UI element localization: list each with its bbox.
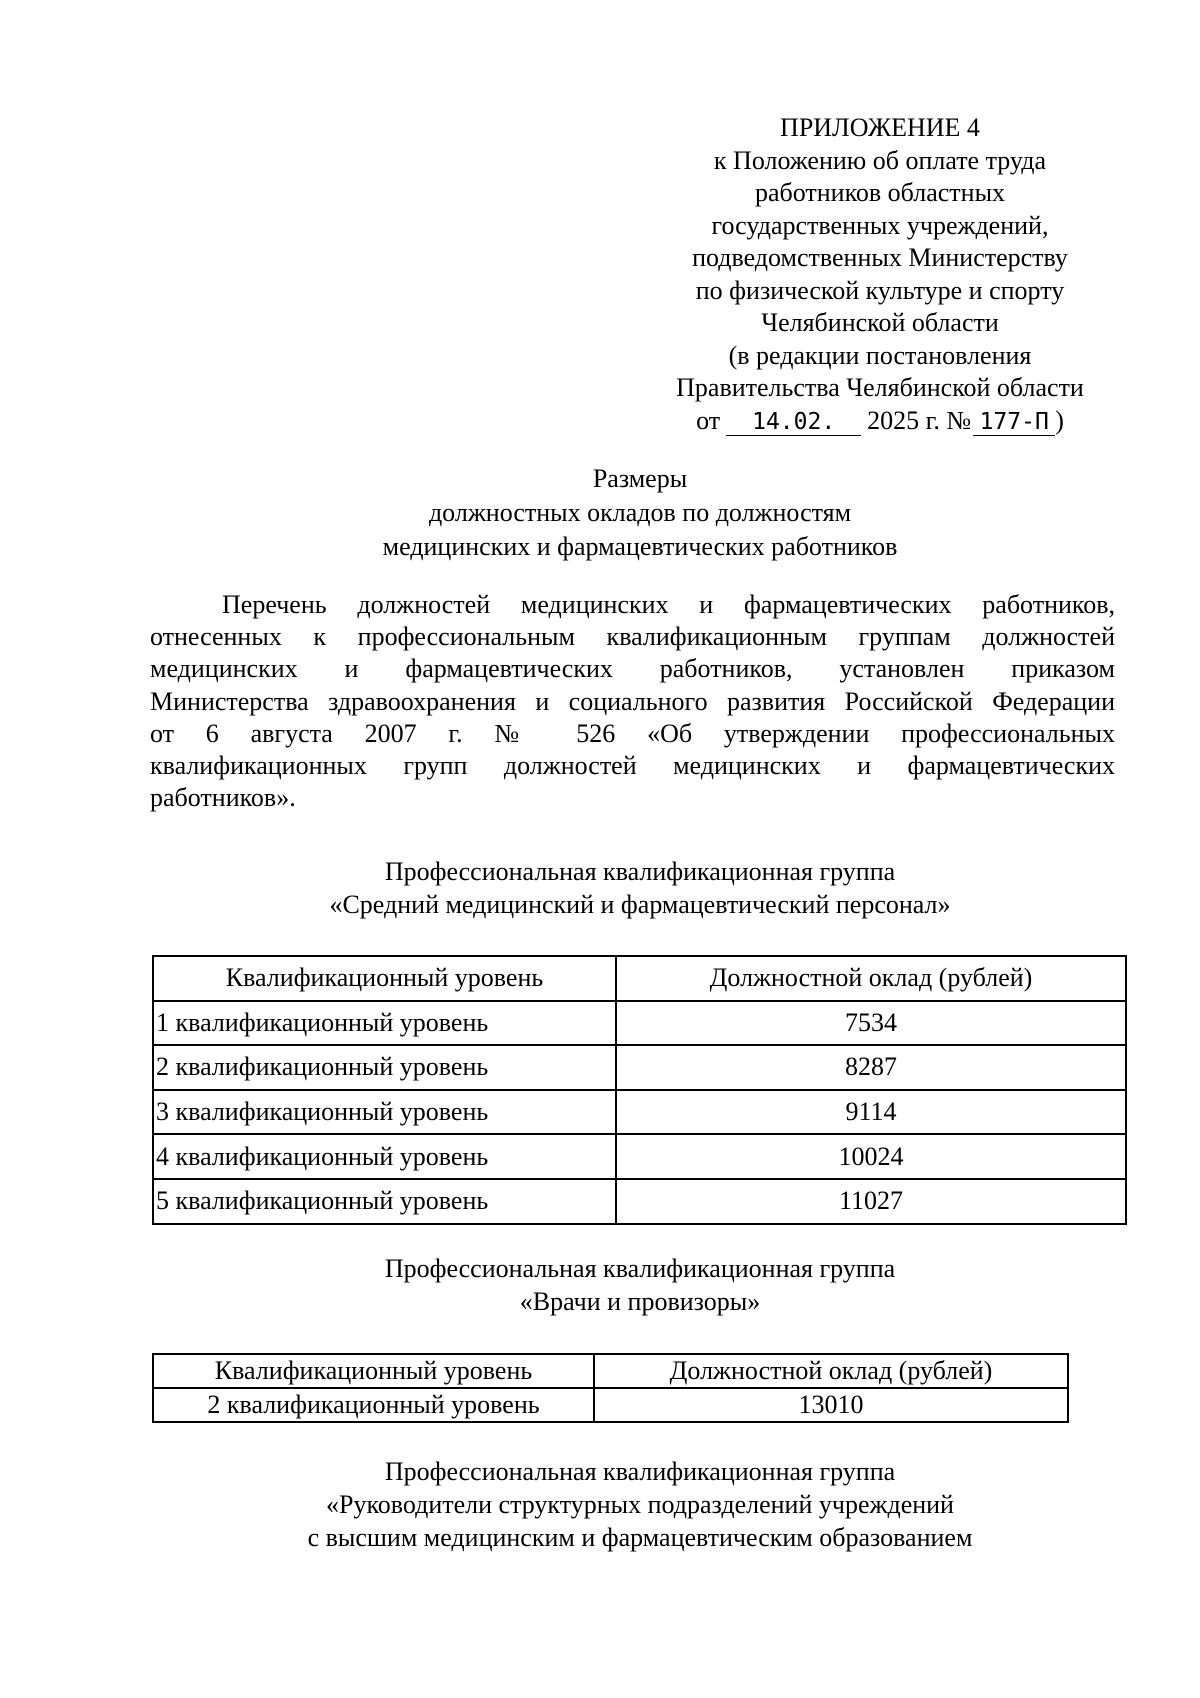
- appendix-line: (в редакции постановления: [728, 340, 1032, 370]
- appendix-line: по физической культуре и спорту: [695, 275, 1065, 305]
- group1-heading: [150, 855, 1130, 921]
- table-row: [153, 1090, 1126, 1135]
- document-title: [150, 462, 1130, 564]
- level-cell: 2 квалификационный уровень: [153, 1045, 616, 1090]
- group2-salary-table: [152, 1353, 1069, 1423]
- date-suffix: ): [1055, 405, 1064, 435]
- column-header-salary: Должностной оклад (рублей): [616, 956, 1126, 1001]
- salary-cell: 13010: [594, 1388, 1068, 1422]
- group3-heading: [150, 1455, 1130, 1554]
- table-row: [153, 1179, 1126, 1224]
- appendix-line: подведомственных Министерству: [692, 243, 1068, 272]
- salary-cell: 10024: [616, 1134, 1126, 1179]
- group1-salary-table: [152, 955, 1127, 1225]
- salary-cell: 7534: [616, 1001, 1126, 1046]
- title-line: должностных окладов по должностям: [428, 498, 852, 527]
- column-header-level: Квалификационный уровень: [153, 956, 616, 1001]
- appendix-line: государственных учреждений,: [711, 210, 1049, 240]
- appendix-title: ПРИЛОЖЕНИЕ 4: [780, 113, 980, 142]
- intro-line: Перечень должностей медицинских и фармацевтических работников,: [222, 590, 1115, 619]
- appendix-line: Правительства Челябинской области: [676, 373, 1084, 402]
- salary-cell: 8287: [616, 1045, 1126, 1090]
- appendix-line: работников областных: [754, 178, 1006, 207]
- intro-line: работников».: [150, 783, 296, 813]
- group-heading-line: с высшим медицинским и фармацевтическим образованием: [307, 1523, 973, 1552]
- intro-line: медицинских и фармацевтических работников, установлен приказом: [150, 654, 1115, 684]
- table-header-row: [153, 956, 1126, 1001]
- table-row: [153, 1134, 1126, 1179]
- title-line: медицинских и фармацевтических работников: [382, 532, 898, 561]
- group-heading-line: «Средний медицинский и фармацевтический персонал»: [329, 890, 951, 919]
- title-line: Размеры: [592, 464, 688, 493]
- intro-paragraph: [150, 589, 1115, 814]
- date-prefix: от: [696, 405, 721, 435]
- level-cell: 3 квалификационный уровень: [153, 1090, 616, 1135]
- group-heading-line: Профессиональная квалификационная группа: [384, 857, 896, 886]
- group2-heading: [150, 1252, 1130, 1318]
- table-row: [153, 1388, 1068, 1422]
- group-heading-line: «Врачи и провизоры»: [519, 1287, 761, 1316]
- salary-cell: 11027: [616, 1179, 1126, 1224]
- level-cell: 5 квалификационный уровень: [153, 1179, 616, 1224]
- decree-date-line: [640, 405, 1120, 438]
- table-header-row: [153, 1354, 1068, 1388]
- group-heading-line: Профессиональная квалификационная группа: [384, 1254, 896, 1283]
- decree-date: 14.02.: [726, 409, 861, 436]
- decree-number: 177-П: [973, 409, 1055, 436]
- intro-line: отнесенных к профессиональным квалификационным группам должностей: [150, 622, 1115, 652]
- decree-year: 2025 г. №: [867, 405, 972, 435]
- intro-line: Министерства здравоохранения и социального развития Российской Федерации: [150, 686, 1115, 716]
- appendix-line: к Положению об оплате труда: [713, 145, 1047, 175]
- group-heading-line: «Руководители структурных подразделений учреждений: [326, 1490, 954, 1519]
- column-header-salary: Должностной оклад (рублей): [594, 1354, 1068, 1388]
- appendix-header: [640, 112, 1120, 437]
- salary-cell: 9114: [616, 1090, 1126, 1135]
- level-cell: 1 квалификационный уровень: [153, 1001, 616, 1046]
- intro-line: квалификационных групп должностей медицинских и фармацевтических: [150, 751, 1115, 781]
- table-row: [153, 1001, 1126, 1046]
- level-cell: 4 квалификационный уровень: [153, 1134, 616, 1179]
- column-header-level: Квалификационный уровень: [153, 1354, 594, 1388]
- appendix-line: Челябинской области: [761, 308, 999, 337]
- intro-line: от 6 августа 2007 г. № 526 «Об утверждении профессиональных: [150, 718, 1115, 748]
- level-cell: 2 квалификационный уровень: [153, 1388, 594, 1422]
- table-row: [153, 1045, 1126, 1090]
- group-heading-line: Профессиональная квалификационная группа: [384, 1457, 896, 1486]
